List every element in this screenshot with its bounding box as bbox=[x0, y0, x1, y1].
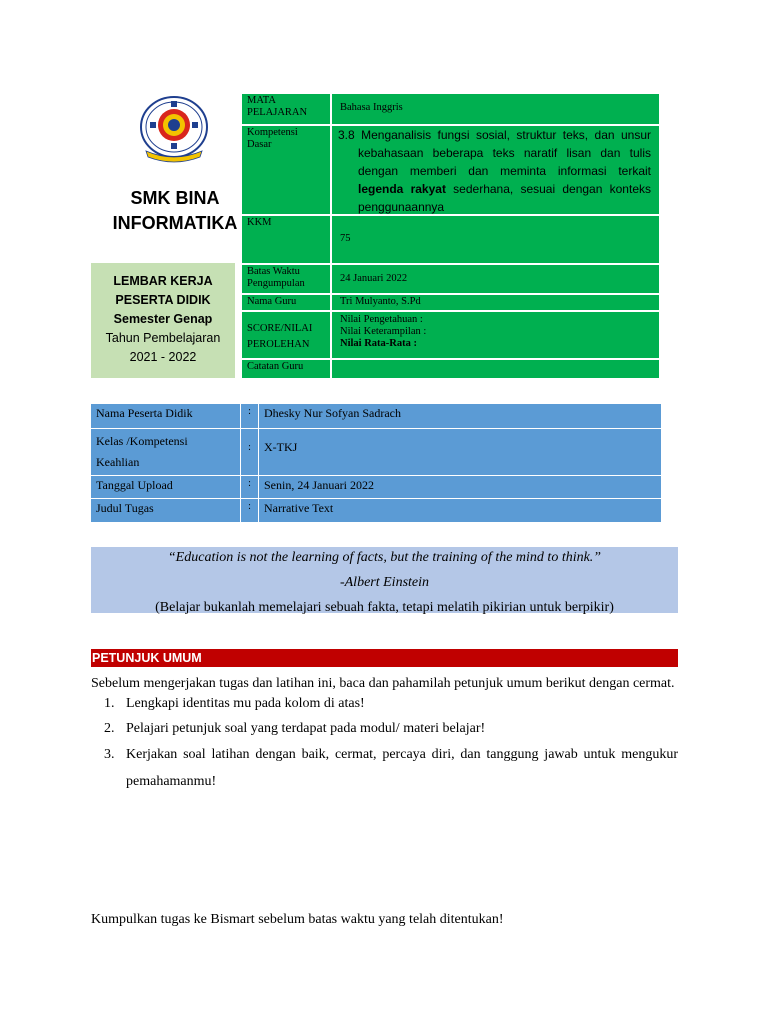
worksheet-box bbox=[91, 263, 235, 378]
quote-box bbox=[91, 547, 678, 613]
school-name-line2: INFORMATIKA bbox=[112, 213, 238, 233]
mapel-label bbox=[241, 93, 331, 125]
student-row-date bbox=[91, 476, 661, 498]
student-name-colon: : bbox=[241, 404, 259, 428]
kd-number: 3.8 bbox=[338, 128, 355, 142]
kd-text-2: sederhana, sesuai dengan konteks penggunaannya bbox=[358, 182, 651, 214]
score-label bbox=[241, 311, 331, 359]
student-class-label-1: Kelas /Kompetensi bbox=[96, 434, 188, 448]
list-item bbox=[104, 716, 678, 741]
list-item bbox=[104, 741, 678, 795]
kd-bold: legenda rakyat bbox=[358, 182, 446, 196]
score-value bbox=[331, 311, 660, 359]
school-name-line1: SMK BINA bbox=[130, 188, 220, 208]
worksheet-line2: PESERTA DIDIK bbox=[115, 293, 211, 307]
student-class-value: X-TKJ bbox=[264, 440, 298, 454]
school-logo bbox=[134, 93, 214, 165]
score-pengetahuan: Nilai Pengetahuan : bbox=[340, 314, 423, 325]
student-row-class bbox=[91, 429, 661, 475]
worksheet-year-label: Tahun Pembelajaran bbox=[105, 331, 221, 345]
student-row-name bbox=[91, 404, 661, 428]
notes-value bbox=[331, 359, 660, 379]
notes-label: Catatan Guru bbox=[241, 359, 331, 379]
kd-label-1: Kompetensi bbox=[247, 127, 298, 138]
mapel-label-1: MATA bbox=[247, 95, 276, 106]
upload-date-value: Senin, 24 Januari 2022 bbox=[264, 478, 374, 492]
mapel-value: Bahasa Inggris bbox=[331, 93, 660, 125]
quote-text: “Education is not the learning of facts, but the training of the mind to think.” bbox=[167, 550, 602, 565]
student-name-value: Dhesky Nur Sofyan Sadrach bbox=[264, 406, 401, 420]
kd-text-1: Menganalisis fungsi sosial, struktur teks, dan unsur kebahasaan beberapa teks naratif lisan dan tulis dengan memberi dan meminta informasi terkait bbox=[358, 128, 651, 178]
list-item-number: 3. bbox=[104, 747, 115, 762]
score-label-2: PEROLEHAN bbox=[247, 339, 310, 350]
kd-value bbox=[331, 125, 660, 215]
kd-label bbox=[241, 125, 331, 215]
quote-translation: (Belajar bukanlah memelajari sebuah fakta, tetapi melatih pikirian untuk berpikir) bbox=[155, 600, 614, 615]
petunjuk-heading: PETUNJUK UMUM bbox=[91, 649, 678, 667]
task-title-label: Judul Tugas bbox=[91, 499, 241, 522]
student-class-label-2: Keahlian bbox=[96, 455, 140, 469]
submission-note: Kumpulkan tugas ke Bismart sebelum batas waktu yang telah ditentukan! bbox=[91, 912, 504, 927]
teacher-value: Tri Mulyanto, S.Pd bbox=[331, 294, 660, 311]
upload-date-colon: : bbox=[241, 476, 259, 498]
score-rata: Nilai Rata-Rata : bbox=[340, 338, 417, 349]
teacher-label: Nama Guru bbox=[241, 294, 331, 311]
kkm-value: 75 bbox=[331, 215, 660, 264]
quote-author: -Albert Einstein bbox=[339, 575, 430, 590]
worksheet-year: 2021 - 2022 bbox=[129, 350, 197, 364]
kkm-label: KKM bbox=[241, 215, 331, 264]
deadline-label bbox=[241, 264, 331, 294]
deadline-label-1: Batas Waktu bbox=[247, 266, 300, 277]
student-class-colon: : bbox=[241, 429, 259, 475]
kd-label-2: Dasar bbox=[247, 139, 272, 150]
deadline-label-2: Pengumpulan bbox=[247, 278, 305, 289]
list-item-number: 2. bbox=[104, 721, 115, 736]
list-item-text: Pelajari petunjuk soal yang terdapat pada modul/ materi belajar! bbox=[126, 721, 486, 736]
list-item-number: 1. bbox=[104, 696, 115, 711]
petunjuk-list bbox=[104, 691, 678, 795]
student-row-title bbox=[91, 499, 661, 522]
list-item bbox=[104, 691, 678, 716]
student-class-label bbox=[91, 429, 241, 475]
school-name bbox=[90, 186, 260, 236]
task-title-colon: : bbox=[241, 499, 259, 522]
petunjuk-intro: Sebelum mengerjakan tugas dan latihan ini, baca dan pahamilah petunjuk umum berikut dengan cermat. bbox=[91, 676, 675, 691]
list-item-text: Kerjakan soal latihan dengan baik, cermat, percaya diri, dan tanggung jawab untuk mengukur pemahamanmu! bbox=[126, 747, 678, 789]
task-title-value: Narrative Text bbox=[264, 501, 334, 515]
worksheet-semester: Semester Genap bbox=[113, 312, 213, 326]
score-label-1: SCORE/NILAI bbox=[247, 323, 313, 334]
mapel-label-2: PELAJARAN bbox=[247, 107, 308, 118]
upload-date-label: Tanggal Upload bbox=[91, 476, 241, 498]
score-keterampilan: Nilai Keterampilan : bbox=[340, 326, 427, 337]
list-item-text: Lengkapi identitas mu pada kolom di atas! bbox=[126, 696, 365, 711]
worksheet-line1: LEMBAR KERJA bbox=[113, 274, 213, 288]
student-name-label: Nama Peserta Didik bbox=[91, 404, 241, 428]
deadline-value: 24 Januari 2022 bbox=[331, 264, 660, 294]
